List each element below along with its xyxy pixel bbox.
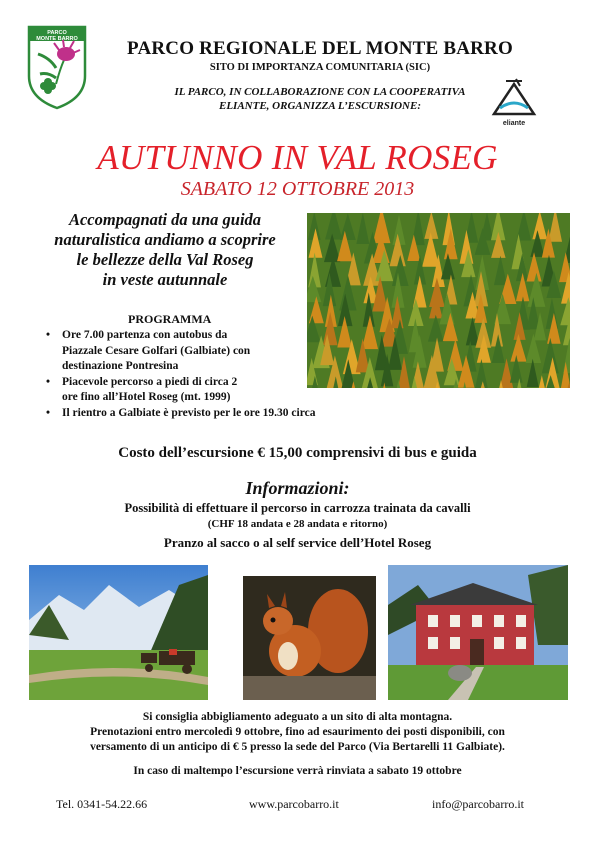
info-line: Pranzo al sacco o al self service dell’Hotel Roseg	[163, 535, 432, 550]
note-line: versamento di un anticipo di € 5 presso la sede del Parco (Via Bertarelli 11 Galbiate).	[90, 741, 505, 753]
red-squirrel-photo	[243, 576, 376, 700]
email-link[interactable]: info@parcobarro.it	[432, 797, 525, 811]
programme-item: • Ore 7.00 partenza con autobus da Piazzale Cesare Golfari (Galbiate) con destinazione Pontresina	[46, 328, 466, 375]
intro-line: Accompagnati da una guida	[68, 210, 262, 229]
park-subtitle: SITO DI IMPORTANZA COMUNITARIA (SIC)	[209, 62, 431, 73]
programme-heading: PROGRAMMA	[128, 312, 212, 326]
park-logo	[26, 24, 88, 110]
note-line: Prenotazioni entro mercoledì 9 ottobre, fino ad esaurimento dei posti disponibili, con	[90, 726, 505, 738]
intro-line: naturalistica andiamo a scoprire	[54, 230, 276, 249]
programme-item: • Piacevole percorso a piedi di circa 2 ore fino all’Hotel Roseg (mt. 1999)	[46, 375, 466, 406]
intro-line: in veste autunnale	[102, 270, 228, 289]
info-line: Possibilità di effettuare il percorso in carrozza trainata da cavalli	[124, 501, 471, 515]
programme-item: • Il rientro a Galbiate è previsto per le ore 19.30 circa	[46, 406, 466, 422]
website-link[interactable]: www.parcobarro.it	[249, 797, 339, 811]
info-line: (CHF 18 andata e 28 andata e ritorno)	[207, 518, 388, 530]
event-date: SABATO 12 OTTOBRE 2013	[180, 178, 415, 200]
intro-text	[40, 210, 290, 290]
programme-list	[46, 328, 466, 421]
event-title: AUTUNNO IN VAL ROSEG	[97, 138, 498, 177]
note-line: Si consiglia abbigliamento adeguato a un sito di alta montagna.	[142, 711, 453, 723]
carriage-valley-photo	[29, 565, 208, 700]
collaboration-line-2: ELIANTE, ORGANIZZA L’ESCURSIONE:	[218, 100, 421, 112]
park-title: PARCO REGIONALE DEL MONTE BARRO	[127, 38, 513, 59]
logo-text-monte-barro: MONTE BARRO	[36, 36, 78, 42]
note-line: In caso di maltempo l’escursione verrà rinviata a sabato 19 ottobre	[133, 765, 462, 777]
eliante-logo-text: eliante	[502, 120, 526, 127]
hotel-roseg-photo	[388, 565, 568, 700]
collaboration-line-1: IL PARCO, IN COLLABORAZIONE CON LA COOPERATIVA	[174, 86, 466, 98]
info-heading: Informazioni:	[245, 478, 350, 498]
eliante-logo	[486, 78, 542, 128]
logo-text-parco: PARCO	[47, 30, 67, 36]
cost-line: Costo dell’escursione € 15,00 comprensivi di bus e guida	[118, 445, 477, 461]
intro-line: le bellezze della Val Roseg	[76, 250, 254, 269]
phone-number: Tel. 0341-54.22.66	[56, 797, 148, 811]
